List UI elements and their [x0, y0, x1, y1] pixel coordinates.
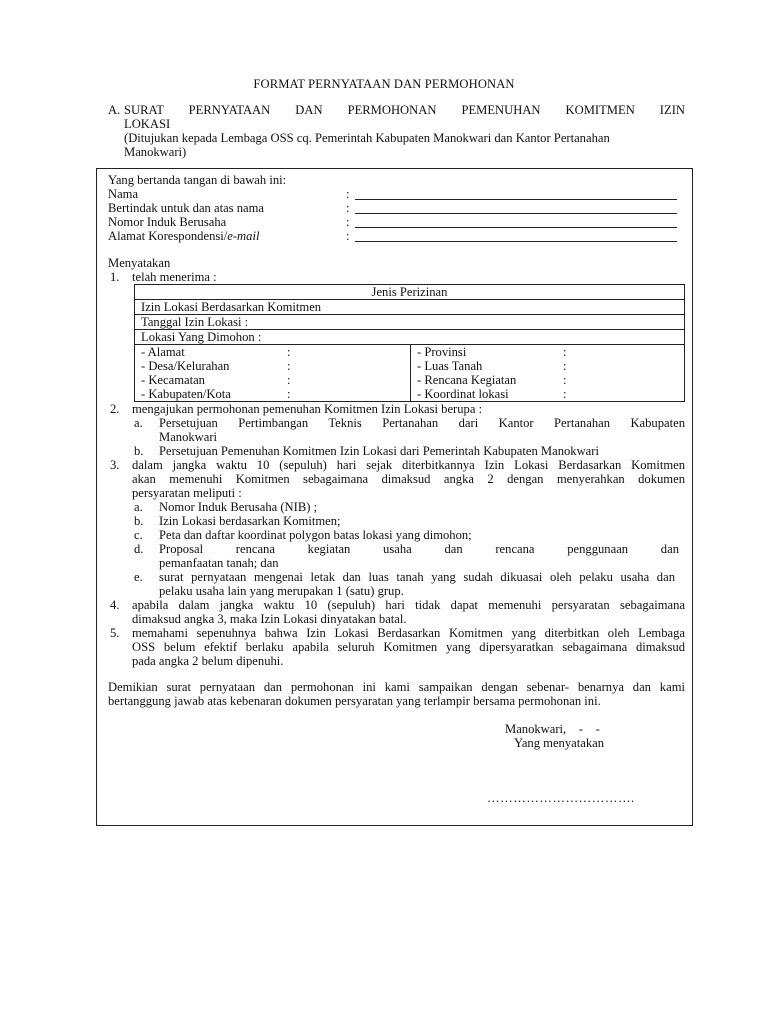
item3c-letter: c.: [134, 528, 143, 542]
right-item-rencana: - Rencana Kegiatan: [417, 373, 517, 387]
closing-line2: bertanggung jawab atas kebenaran dokumen persyaratan yang terlampir bersama permohonan ini.: [108, 694, 601, 708]
field-colon-alamat: :: [346, 229, 350, 243]
right-item-luas: - Luas Tanah: [417, 359, 483, 373]
field-line-nama[interactable]: [355, 187, 677, 200]
left-item-alamat: - Alamat: [141, 345, 185, 359]
left-item-desa: - Desa/Kelurahan: [141, 359, 230, 373]
field-line-nib[interactable]: [355, 215, 677, 228]
item4-line1: apabila dalam jangka waktu 10 (sepuluh) hari tidak dapat memenuhi persyaratan sebagaimana: [132, 598, 685, 612]
item5-line1: memahami sepenuhnya bahwa Izin Lokasi Berdasarkan Komitmen yang diterbitkan oleh Lembaga: [132, 626, 685, 640]
form-intro: Yang bertanda tangan di bawah ini:: [108, 173, 287, 187]
item3-line2: akan memenuhi Komitmen sebagaimana dimaksud angka 2 dengan menyerahkan dokumen: [132, 472, 685, 486]
permit-table: [134, 284, 685, 402]
item3d-letter: d.: [134, 542, 144, 556]
section-a-title-line2: LOKASI: [124, 117, 171, 131]
item2a-line1: Persetujuan Pertimbangan Teknis Pertanahan dari Kantor Pertanahan Kabupaten: [159, 416, 685, 430]
item3e-letter: e.: [134, 570, 143, 584]
field-line-bertindak[interactable]: [355, 201, 677, 214]
left-colon-desa: :: [287, 359, 291, 373]
closing-line1: Demikian surat pernyataan dan permohonan ini kami sampaikan dengan sebenar- benarnya dan kami: [108, 680, 685, 694]
item2b-text: Persetujuan Pemenuhan Komitmen Izin Lokasi dari Pemerintah Kabupaten Manokwari: [159, 444, 599, 458]
section-a-label: A.: [108, 103, 121, 117]
item3b-text: Izin Lokasi berdasarkan Komitmen;: [159, 514, 341, 528]
permit-table-row-izin: Izin Lokasi Berdasarkan Komitmen: [135, 300, 685, 315]
left-colon-alamat: :: [287, 345, 291, 359]
right-colon-luas: :: [563, 359, 567, 373]
permit-table-right-cell: [411, 345, 685, 402]
right-colon-koordinat: :: [563, 387, 567, 401]
place-date: Manokwari, - -: [505, 722, 600, 736]
right-colon-provinsi: :: [563, 345, 567, 359]
item3d-line1: Proposal rencana kegiatan usaha dan rencana penggunaan dan: [159, 542, 679, 556]
item5-line3: pada angka 2 belum dipenuhi.: [132, 654, 284, 668]
item1-text: telah menerima :: [132, 270, 217, 284]
item3a-letter: a.: [134, 500, 143, 514]
document-title: FORMAT PERNYATAAN DAN PERMOHONAN: [253, 77, 515, 91]
item3-line1: dalam jangka waktu 10 (sepuluh) hari sejak diterbitkannya Izin Lokasi Berdasarkan Komitmen: [132, 458, 685, 472]
item3-number: 3.: [110, 458, 120, 472]
item4-line2: dimaksud angka 3, maka Izin Lokasi dinyatakan batal.: [132, 612, 407, 626]
section-a-title-line1: SURAT PERNYATAAN DAN PERMOHONAN PEMENUHAN KOMITMEN IZIN: [124, 103, 685, 117]
field-label-alamat: [108, 229, 259, 243]
item2-number: 2.: [110, 402, 120, 416]
item2a-letter: a.: [134, 416, 143, 430]
left-item-kabupaten: - Kabupaten/Kota: [141, 387, 231, 401]
right-colon-rencana: :: [563, 373, 567, 387]
item3c-text: Peta dan daftar koordinat polygon batas lokasi yang dimohon;: [159, 528, 472, 542]
field-label-bertindak: Bertindak untuk dan atas nama: [108, 201, 264, 215]
section-a-subtitle-line1: (Ditujukan kepada Lembaga OSS cq. Pemerintah Kabupaten Manokwari dan Kantor Pertanahan: [124, 131, 610, 145]
field-line-alamat[interactable]: [355, 229, 677, 242]
field-colon-nib: :: [346, 215, 350, 229]
signer-label: Yang menyatakan: [514, 736, 605, 750]
item3-line3: persyaratan meliputi :: [132, 486, 242, 500]
item3d-line2: pemanfaatan tanah; dan: [159, 556, 279, 570]
permit-table-row-tanggal: Tanggal Izin Lokasi :: [135, 315, 685, 330]
item4-number: 4.: [110, 598, 120, 612]
field-label-alamat-main: Alamat Korespondensi/: [108, 229, 228, 243]
item2b-letter: b.: [134, 444, 144, 458]
left-colon-kabupaten: :: [287, 387, 291, 401]
item3b-letter: b.: [134, 514, 144, 528]
item2-text: mengajukan permohonan pemenuhan Komitmen Izin Lokasi berupa :: [132, 402, 483, 416]
field-label-nama: Nama: [108, 187, 139, 201]
item1-number: 1.: [110, 270, 120, 284]
item2a-line2: Manokwari: [159, 430, 218, 444]
field-colon-bertindak: :: [346, 201, 350, 215]
right-item-koordinat: - Koordinat lokasi: [417, 387, 509, 401]
right-item-provinsi: - Provinsi: [417, 345, 467, 359]
menyatakan-label: Menyatakan: [108, 256, 171, 270]
permit-table-row-lokasi: Lokasi Yang Dimohon :: [135, 330, 685, 345]
left-colon-kecamatan: :: [287, 373, 291, 387]
permit-table-left-cell: [135, 345, 411, 402]
signature-line[interactable]: [487, 791, 635, 805]
item3e-line2: pelaku usaha lain yang merupakan 1 (satu) grup.: [159, 584, 404, 598]
item5-number: 5.: [110, 626, 120, 640]
permit-table-header: Jenis Perizinan: [135, 285, 685, 300]
field-label-nib: Nomor Induk Berusaha: [108, 215, 227, 229]
signature-dots: …………………………….: [487, 791, 635, 805]
section-a-subtitle-line2: Manokwari): [124, 145, 187, 159]
field-label-alamat-italic: e-mail: [227, 229, 260, 243]
field-colon-nama: :: [346, 187, 350, 201]
item5-line2: OSS belum efektif berlaku apabila seluruh Komitmen yang dipersyaratkan sebagaimana dimaksud: [132, 640, 685, 654]
item3a-text: Nomor Induk Berusaha (NIB) ;: [159, 500, 318, 514]
left-item-kecamatan: - Kecamatan: [141, 373, 205, 387]
item3e-line1: surat pernyataan mengenai letak dan luas tanah yang sudah dikuasai oleh pelaku usaha dan: [159, 570, 675, 584]
